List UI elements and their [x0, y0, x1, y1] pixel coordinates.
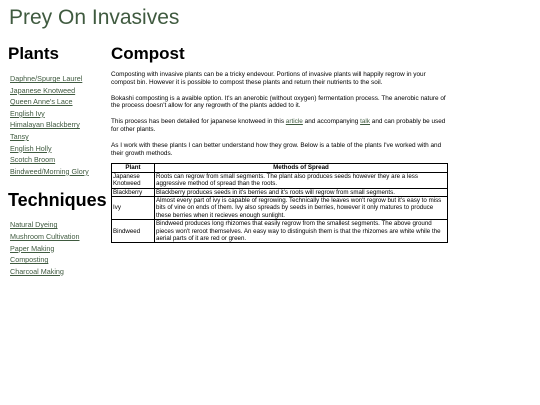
technique-link-composting[interactable]: Composting — [10, 255, 49, 265]
plants-list — [10, 72, 108, 176]
plant-link-scotch-broom[interactable]: Scotch Broom — [10, 155, 56, 165]
plant-cell: Bindweed — [112, 220, 155, 243]
site-title: Prey On Invasives — [9, 6, 180, 29]
list-item — [10, 165, 108, 177]
method-cell: Almost every part of ivy is capable of regrowing. Technically the leaves won't regrow but it's easy to miss bits of vine on ends of them. Ivy also spreads by seeds in berries, however it only matures to produce these berries when it recieves enough sunlight. — [155, 197, 448, 220]
technique-link-natural-dyeing[interactable]: Natural Dyeing — [10, 220, 58, 230]
list-item — [10, 142, 108, 154]
list-item — [10, 107, 108, 119]
process-paragraph — [111, 118, 451, 134]
plant-link-tansy[interactable]: Tansy — [10, 131, 29, 141]
page-title: Compost — [111, 44, 185, 63]
plants-heading: Plants — [8, 44, 60, 63]
table-row — [112, 172, 448, 188]
bokashi-paragraph: Bokashi composting is a avaible option. It's an anerobic (without oxygen) fermentation process. The anerobic nature of the process doesn't allow for any regrowth of the plants added to it. — [111, 94, 446, 110]
list-item — [10, 95, 108, 107]
process-text-before: This process has been detailed for japanese knotweed in this — [111, 118, 286, 126]
list-item — [10, 253, 108, 265]
talk-link[interactable]: talk — [360, 118, 371, 126]
techniques-list — [10, 218, 108, 276]
technique-link-paper-making[interactable]: Paper Making — [10, 243, 55, 253]
plant-cell: Ivy — [112, 197, 155, 220]
list-item — [10, 153, 108, 165]
column-header-methods: Methods of Spread — [155, 164, 448, 172]
plant-link-english-holly[interactable]: English Holly — [10, 143, 52, 153]
technique-link-mushroom-cultivation[interactable]: Mushroom Cultivation — [10, 231, 80, 241]
intro-paragraph: Composting with invasive plants can be a tricky endevour. Portions of invasive plants will happily regrow in your compost bin. However it is possible to compost these plants and return their nutrients to the soil. — [111, 71, 426, 86]
table-row — [112, 188, 448, 196]
main-content — [111, 44, 451, 243]
table-intro-paragraph: As I work with these plants I can better understand how they grow. Below is a table of the plants I've worked with and their growth methods. — [111, 141, 442, 157]
list-item — [10, 242, 108, 254]
process-text-after: and can probably be used for other plants. — [111, 118, 446, 133]
column-header-plant: Plant — [112, 164, 155, 172]
process-text-middle: and accompanying — [302, 118, 361, 126]
plant-cell: Blackberry — [112, 188, 155, 196]
plant-link-bindweed[interactable]: Bindweed/Morning Glory — [10, 166, 89, 176]
plant-link-japanese-knotweed[interactable]: Japanese Knotweed — [10, 85, 76, 95]
method-cell: Roots can regrow from small segments. The plant also produces seeds however they are a less aggressive method of spread than the roots. — [155, 172, 448, 188]
plant-cell: Japanese Knotweed — [112, 172, 155, 188]
table-header-row — [112, 164, 448, 172]
article-link[interactable]: article — [285, 118, 303, 126]
list-item — [10, 72, 108, 84]
method-cell: Blackberry produces seeds in it's berries and it's roots will regrow from small segments. — [155, 188, 448, 196]
plant-link-english-ivy[interactable]: English Ivy — [10, 108, 45, 118]
plant-link-queen-annes-lace[interactable]: Queen Anne's Lace — [10, 97, 73, 107]
sidebar — [8, 44, 108, 276]
spread-methods-table — [111, 163, 448, 243]
plant-link-himalayan-blackberry[interactable]: Himalayan Blackberry — [10, 120, 80, 130]
list-item — [10, 118, 108, 130]
list-item — [10, 265, 108, 277]
list-item — [10, 230, 108, 242]
method-cell: Bindweed produces long rhizomes that easily regrow from the smallest segments. The above ground pieces won't reroot themselves. An easy way to distinguish them is that the rhizomes are white while the aerial parts of it are red or green. — [155, 220, 448, 243]
techniques-heading: Techniques — [8, 190, 107, 211]
list-item — [10, 84, 108, 96]
list-item — [10, 218, 108, 230]
table-row — [112, 220, 448, 243]
list-item — [10, 130, 108, 142]
plant-link-daphne[interactable]: Daphne/Spurge Laurel — [10, 74, 83, 83]
technique-link-charcoal-making[interactable]: Charcoal Making — [10, 266, 64, 276]
table-row — [112, 197, 448, 220]
